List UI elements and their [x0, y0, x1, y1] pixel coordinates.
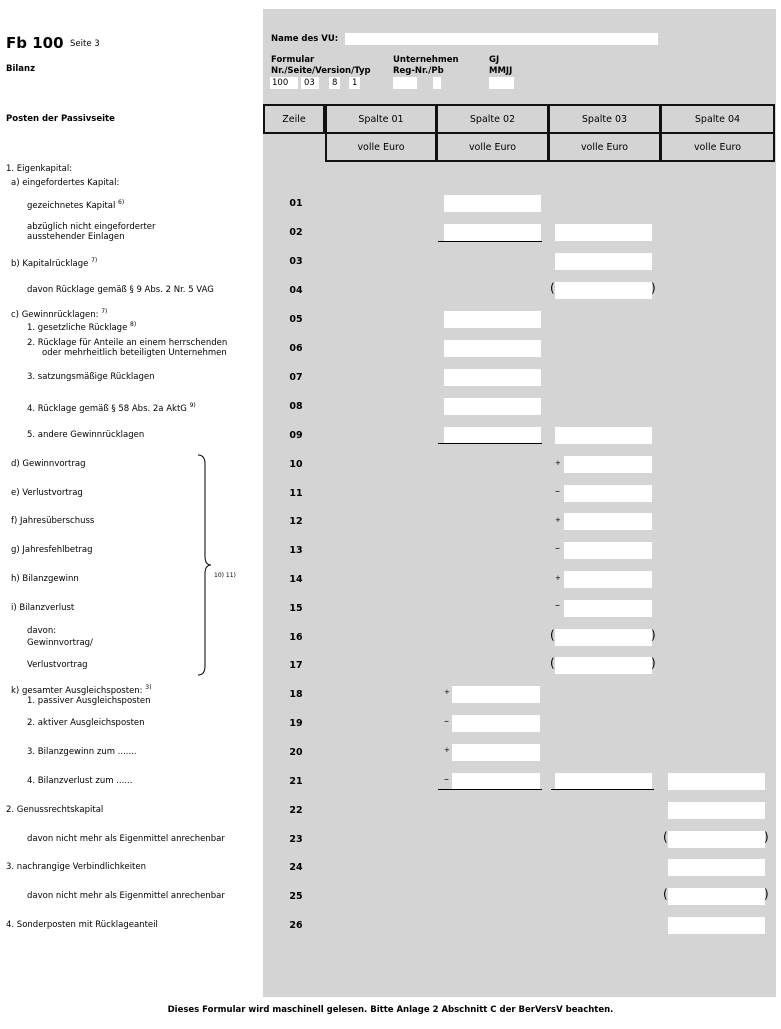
open-paren: ( — [663, 830, 668, 844]
brace-footnote: 10) 11) — [214, 572, 236, 579]
row-04-label: davon Rücklage gemäß § 9 Abs. 2 Nr. 5 VAG — [27, 285, 214, 295]
row-06-num: 06 — [289, 343, 303, 354]
spalte-02-unit: volle Euro — [436, 132, 549, 162]
row-18-num: 18 — [289, 689, 303, 700]
row-20-label: 3. Bilanzgewinn zum ....... — [27, 747, 137, 757]
row-22-label: 2. Genussrechtskapital — [6, 805, 104, 815]
row-26-num: 26 — [289, 920, 303, 931]
row-21-label: 4. Bilanzverlust zum ...... — [27, 776, 133, 786]
input-11-spalte03[interactable] — [564, 485, 652, 502]
input-08-spalte02[interactable] — [444, 398, 541, 415]
row-12-label: f) Jahresüberschuss — [11, 516, 95, 526]
spalte-02-header: Spalte 02 — [436, 104, 549, 134]
page-number: Seite 3 — [70, 39, 100, 49]
formular-nr: 100 — [272, 78, 289, 88]
row-20-num: 20 — [289, 747, 303, 758]
input-25-spalte04[interactable] — [668, 888, 765, 905]
sum-line — [438, 443, 542, 444]
plus-sign: + — [555, 574, 561, 582]
heading-ausgleichsposten: k) gesamter Ausgleichsposten: $^{3)}$ — [11, 684, 152, 696]
row-07-num: 07 — [289, 372, 303, 383]
close-paren: ) — [651, 656, 656, 670]
input-12-spalte03[interactable] — [564, 513, 652, 530]
row-16-num: 16 — [289, 632, 303, 643]
input-21-spalte02[interactable] — [452, 773, 540, 790]
row-05-label: 1. gesetzliche Rücklage $^{8)}$ — [27, 321, 137, 333]
close-paren: ) — [651, 628, 656, 642]
row-05-num: 05 — [289, 314, 303, 325]
input-26-spalte04[interactable] — [668, 917, 765, 934]
row-21-num: 21 — [289, 776, 303, 787]
row-17-label: Verlustvortrag — [27, 660, 88, 670]
sum-line — [551, 789, 654, 790]
row-07-label: 3. satzungsmäßige Rücklagen — [27, 372, 155, 382]
row-19-label: 2. aktiver Ausgleichsposten — [27, 718, 145, 728]
row-03-label: b) Kapitalrücklage $^{7)}$ — [11, 257, 98, 269]
row-14-label: h) Bilanzgewinn — [11, 574, 79, 584]
spalte-03-header: Spalte 03 — [548, 104, 661, 134]
close-paren: ) — [651, 281, 656, 295]
minus-sign: – — [444, 774, 449, 785]
form-code: Fb 100 — [6, 34, 64, 52]
row-02-label-1: abzüglich nicht eingeforderter — [27, 222, 156, 232]
heading-gewinnruecklagen: c) Gewinnrücklagen: $^{7)}$ — [11, 308, 108, 320]
pb-input[interactable] — [433, 77, 441, 89]
gj-input[interactable] — [489, 77, 514, 89]
brace-icon — [196, 454, 216, 676]
row-22-num: 22 — [289, 805, 303, 816]
input-19-spalte02[interactable] — [452, 715, 540, 732]
input-15-spalte03[interactable] — [564, 600, 652, 617]
row-02-num: 02 — [289, 227, 303, 238]
input-23-spalte04[interactable] — [668, 831, 765, 848]
input-22-spalte04[interactable] — [668, 802, 765, 819]
input-09-spalte02[interactable] — [444, 427, 541, 444]
gj-sub-label: MMJJ — [489, 66, 513, 76]
row-24-label: 3. nachrangige Verbindlichkeiten — [6, 862, 147, 872]
row-09-num: 09 — [289, 430, 303, 441]
input-05-spalte02[interactable] — [444, 311, 541, 328]
input-10-spalte03[interactable] — [564, 456, 652, 473]
unternehmen-sub-label: Reg-Nr./Pb — [393, 66, 444, 76]
row-03-num: 03 — [289, 256, 303, 267]
row-12-num: 12 — [289, 516, 303, 527]
formular-typ: 1 — [352, 78, 358, 88]
heading-eingefordertes-kapital: a) eingefordertes Kapital: — [11, 178, 120, 188]
input-06-spalte02[interactable] — [444, 340, 541, 357]
row-23-label: davon nicht mehr als Eigenmittel anrechenbar — [27, 834, 225, 844]
row-08-num: 08 — [289, 401, 303, 412]
input-17-spalte03[interactable] — [555, 657, 652, 674]
footer-note: Dieses Formular wird maschinell gelesen. Bitte Anlage 2 Abschnitt C der BerVersV beachten. — [167, 1005, 614, 1015]
open-paren: ( — [550, 656, 555, 670]
input-18-spalte02[interactable] — [452, 686, 540, 703]
input-13-spalte03[interactable] — [564, 542, 652, 559]
minus-sign: – — [555, 543, 560, 554]
sum-line — [438, 241, 542, 242]
formular-sub-label: Nr./Seite/Version/Typ — [271, 66, 371, 76]
row-09-label: 5. andere Gewinnrücklagen — [27, 430, 145, 440]
input-07-spalte02[interactable] — [444, 369, 541, 386]
row-08-label: 4. Rücklage gemäß § 58 Abs. 2a AktG $^{9)}$ — [27, 402, 196, 414]
input-21-spalte03[interactable] — [555, 773, 652, 790]
input-21-spalte04[interactable] — [668, 773, 765, 790]
row-25-label: davon nicht mehr als Eigenmittel anrechenbar — [27, 891, 225, 901]
spalte-03-unit: volle Euro — [548, 132, 661, 162]
row-11-label: e) Verlustvortrag — [11, 488, 83, 498]
input-02-spalte02[interactable] — [444, 224, 541, 241]
row-25-num: 25 — [289, 891, 303, 902]
row-14-num: 14 — [289, 574, 303, 585]
row-06-label-1: 2. Rücklage für Anteile an einem herrschenden — [27, 338, 228, 348]
formular-label: Formular — [271, 55, 315, 65]
formular-seite: 03 — [304, 78, 315, 88]
minus-sign: – — [555, 486, 560, 497]
input-16-spalte03[interactable] — [555, 629, 652, 646]
form-subtitle: Bilanz — [6, 64, 36, 74]
row-01-label: gezeichnetes Kapital $^{6)}$ — [27, 199, 125, 211]
gj-label: GJ — [489, 55, 500, 65]
close-paren: ) — [764, 887, 769, 901]
row-11-num: 11 — [289, 488, 303, 499]
input-02-spalte03[interactable] — [555, 224, 652, 241]
row-23-num: 23 — [289, 834, 303, 845]
spalte-04-header: Spalte 04 — [660, 104, 775, 134]
row-15-label: i) Bilanzverlust — [11, 603, 75, 613]
row-10-label: d) Gewinnvortrag — [11, 459, 86, 469]
plus-sign: + — [444, 746, 450, 754]
input-09-spalte03[interactable] — [555, 427, 652, 444]
zeile-header: Zeile — [263, 104, 325, 134]
plus-sign: + — [444, 688, 450, 696]
plus-sign: + — [555, 459, 561, 467]
input-24-spalte04[interactable] — [668, 859, 765, 876]
unternehmen-label: Unternehmen — [393, 55, 459, 65]
company-name-input[interactable] — [345, 33, 658, 45]
row-02-label-2: ausstehender Einlagen — [27, 232, 125, 242]
spalte-01-header: Spalte 01 — [325, 104, 437, 134]
open-paren: ( — [550, 628, 555, 642]
input-04-spalte03[interactable] — [555, 282, 652, 299]
row-24-num: 24 — [289, 862, 303, 873]
row-16-label-2: Gewinnvortrag/ — [27, 638, 93, 648]
reg-nr-input[interactable] — [393, 77, 417, 89]
minus-sign: – — [555, 600, 560, 611]
row-13-label: g) Jahresfehlbetrag — [11, 545, 93, 555]
row-17-num: 17 — [289, 660, 303, 671]
row-10-num: 10 — [289, 459, 303, 470]
heading-eigenkapital: 1. Eigenkapital: — [6, 164, 73, 174]
open-paren: ( — [550, 281, 555, 295]
spalte-01-unit: volle Euro — [325, 132, 437, 162]
input-20-spalte02[interactable] — [452, 744, 540, 761]
plus-sign: + — [555, 516, 561, 524]
name-label: Name des VU: — [271, 34, 339, 44]
row-01-num: 01 — [289, 198, 303, 209]
open-paren: ( — [663, 887, 668, 901]
row-19-num: 19 — [289, 718, 303, 729]
section-title: Posten der Passivseite — [6, 114, 115, 124]
minus-sign: – — [444, 716, 449, 727]
sum-line — [438, 789, 542, 790]
row-18-label: 1. passiver Ausgleichsposten — [27, 696, 151, 706]
row-16-label-1: davon: — [27, 626, 57, 636]
close-paren: ) — [764, 830, 769, 844]
spalte-04-unit: volle Euro — [660, 132, 775, 162]
input-03-spalte03[interactable] — [555, 253, 652, 270]
row-26-label: 4. Sonderposten mit Rücklageanteil — [6, 920, 158, 930]
input-01-spalte02[interactable] — [444, 195, 541, 212]
row-06-label-2: oder mehrheitlich beteiligten Unternehmen — [42, 348, 227, 358]
formular-version: 8 — [332, 78, 338, 88]
input-14-spalte03[interactable] — [564, 571, 652, 588]
row-04-num: 04 — [289, 285, 303, 296]
row-13-num: 13 — [289, 545, 303, 556]
row-15-num: 15 — [289, 603, 303, 614]
